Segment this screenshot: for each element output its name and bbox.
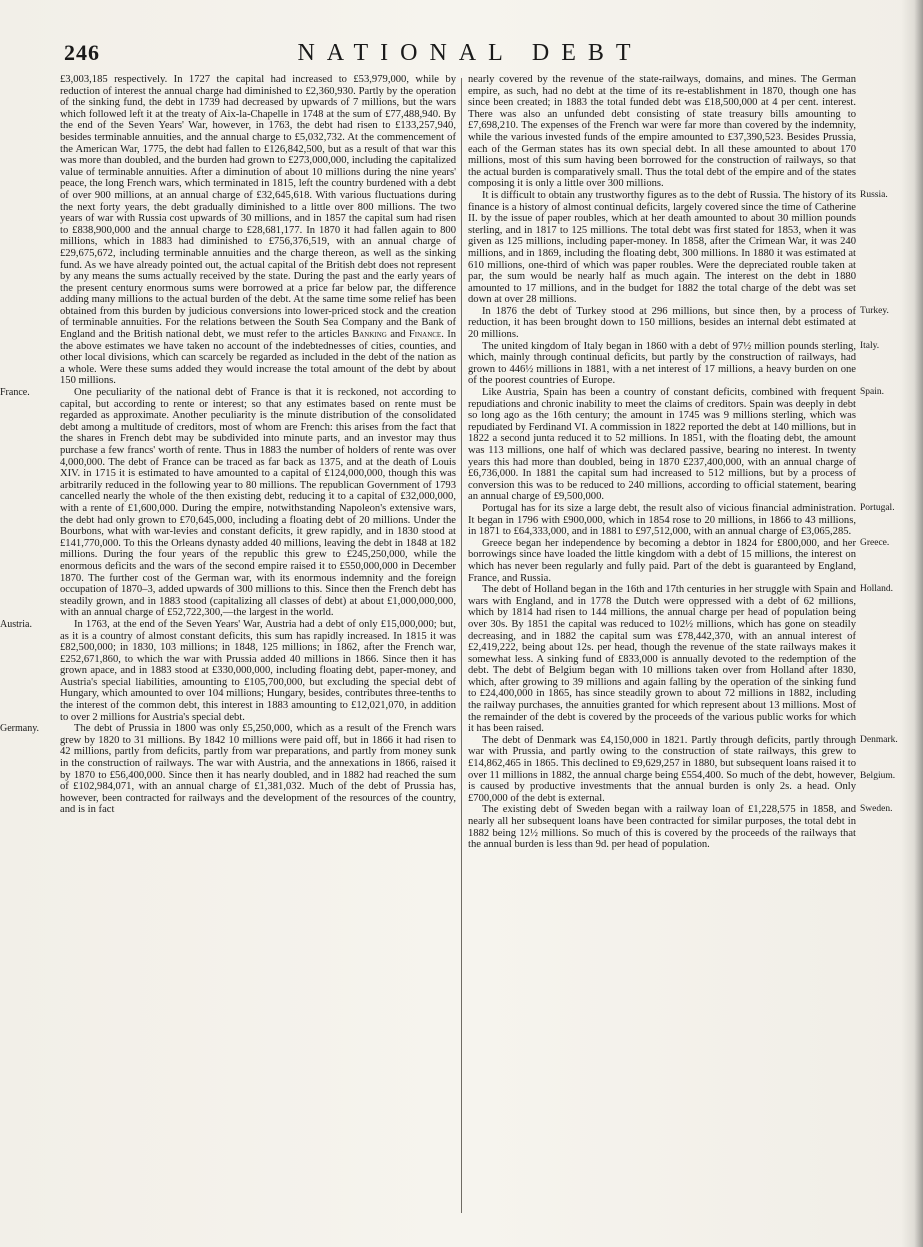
sidenote-belgium: Belgium.: [860, 771, 896, 782]
sidenote-holland: Holland.: [860, 584, 893, 595]
page-header: [60, 40, 880, 70]
paragraph-germany: [0, 723, 456, 816]
sidenote-turkey: Turkey.: [860, 305, 889, 316]
paragraph-text: It is difficult to obtain any trustworthy figures as to the debt of Russia. The history of its finance is a history of almost continual deficits, largely covered since the time of Catherine II. by the issue of paper roubles, which at her death amounted to about 30 million pounds sterling, and in 1817 to 125 millions. The total debt was first stated for 1853, when it was given as 125 millions, including paper-money. In 1858, after the Crimean War, it was 240 millions, and in 1869, including the floating debt, 300 millions. In 1880 it was estimated at 610 millions, one-third of which was paper roubles. Were the depreciated rouble taken at par, the sum would be nearly half as much again. The interest on the debt in 1880 amounted to 17 millions, and in the budget for 1882 the total charge of the debt was set down at over 28 millions.: [468, 189, 856, 306]
sidenote-denmark: Denmark.: [860, 734, 898, 745]
paragraph-text: nearly covered by the revenue of the state-railways, domains, and mines. The German empire, as such, had no debt at the time of its re-establishment in 1870, though one has since been created; in 1883 the total funded debt was £18,500,000 at 4 per cent. interest. There was also an unfunded debt consisting of state treasury bills amounting to £7,698,210. The expenses of the French war were far more than covered by the indemnity, while the various invested funds of the empire amounted to £37,390,523. Besides Prussia, each of the German states has its own special debt. In all these amounted to about 170 millions, most of this sum having been borrowed for the construction of railways, so that the actual burden is comparatively small. Thus the total debt of the empire and of the states composing it is only a little over 300 millions.: [468, 74, 856, 190]
paragraph-text: In 1763, at the end of the Seven Years' War, Austria had a debt of only £15,000,000; but, as it is a country of almost constant deficits, this sum has rapidly increased. In 1815 it was £82,500,000; in 1830, 103 millions; in 1848, 125 millions; in 1862, after the French war, £252,671,860, to which the war with Prussia added 40 millions in 1866. Since then it has grown apace, and in 1883 stood at £330,000,000, including floating debt, paper-money, and Austria's special liabilities, amounting to £105,700,000, but excluding the special debt of Hungary, which amounted to over 104 millions; Hungary, besides, contributes three-tenths to the interest of the common debt, this interest in 1883 amounting to £12,021,070, in addition to over 2 millions for Austria's special debt.: [60, 618, 456, 723]
paragraph-text: The debt of Prussia in 1800 was only £5,250,000, which as a result of the French wars grew by 1820 to 31 millions. By 1842 10 millions were paid off, but in 1866 it had risen to 42 millions, partly from deficits, partly from war preparations, and partly from money sunk in the construction of railways. The war with Austria, and the annexations in 1866, raised it by 1870 to £56,400,000. Since then it has nearly doubled, and in 1882 had reached the sum of £102,984,071, with an annual charge of £1,381,032. Much of the debt of Prussia has, however, been contracted for railways and the development of the resources of the country, and is in fact: [60, 723, 456, 816]
paragraph-text: Like Austria, Spain has been a country of constant deficits, combined with frequent repudiations and chronic inability to meet the claims of creditors. Spain was deeply in debt so long ago as the 16th century; the amount in 1745 was 9 millions sterling, which was repudiated by Ferdinand VI. A commission in 1822 reported the debt at 140 millions, but in 1822 a second junta reduced it to 52 millions. In 1851, with the floating debt, the amount was 113 millions, one half of which was declared passive, bearing no interest. In twenty years this had more than doubled, being in 1870 £237,400,000, with an annual charge of £6,736,000. In 1881 the capital sum had increased to 512 millions, but by a process of conversion this was to be reduced to 240 millions, according to official statement, bearing an annual charge of £9,500,000.: [468, 387, 856, 503]
paragraph-text: One peculiarity of the national debt of France is that it is reckoned, not according to capital, but according to rente or interest; so that any estimates based on rente must be regarded as approximate. Another peculiarity is the minute distribution of the consolidated debt among a multitude of creditors, most of whom are French: this arises from the fact that the shares in French debt may be subdivided into minute parts, and an investor may thus purchase a few francs' worth of rente. Thus in 1883 the number of holders of rente was over 4,000,000. The debt of France can be traced as far back as 1375, and at the death of Louis XIV. in 1715 it is estimated to have amounted to a capital of £124,000,000, though this was arbitrarily reduced in the following year to 80 millions. The republican Government of 1793 cancelled nearly the whole of the then existing debt, reducing it to a capital of £32,000,000, with a rente of £1,600,000. During the empire, notwithstanding Napoleon's extensive wars, the debt had only grown to £70,645,000, including a floating debt of 20 millions. Under the Bourbons, what with war-levies and constant deficits, it grew rapidly, and in 1830 stood at £141,770,000. To this the Orleans dynasty added 40 millions, leaving the debt in 1848 at 182 millions. During the four years of the republic this grew to £245,250,000, while the enormous deficits and the wars of the second empire raised it to £550,000,000 in December 1870. The further cost of the German war, with its enormous indemnity and the foreign occupation of 1870–3, added upwards of 300 millions to this. Since then the French debt has steadily grown, and in 1883 stood (capitalizing all classes of debt) at about £1,000,000,000, with an annual charge of £52,722,300,—the largest in the world.: [60, 387, 456, 619]
paragraph-austria: [0, 618, 456, 723]
page-edge-shadow: [901, 0, 923, 1247]
paragraph-text: In 1876 the debt of Turkey stood at 296 millions, but since then, by a process of reduction, it has been brought down to 150 millions, besides an internal debt estimated at 20 millions.: [468, 305, 856, 341]
right-column: [468, 74, 898, 851]
paragraph-text: Greece began her independence by becoming a debtor in 1824 for £800,000, and her borrowings since have loaded the little kingdom with a debt of 15 millions, the interest on which has never been regularly and fully paid. Part of the debt is guaranteed by England, France, and Russia.: [468, 537, 856, 584]
paragraph-text: . In the above estimates we have taken no account of the indebtednesses of cities, counties, and other local divisions, which can scarcely be regarded as included in the debt of the nation as a whole. Were these sums added they would increase the total amount of the debt by about 150 millions.: [60, 329, 457, 387]
column-divider: [461, 78, 462, 1213]
paragraph-russia: [468, 189, 888, 306]
page-number: 246: [64, 40, 100, 65]
sidenote-spain: Spain.: [860, 387, 885, 398]
paragraph-text: £3,003,185 respectively. In 1727 the capital had increased to £53,979,000, while by reduction of interest the annual charge had diminished to £2,360,930. Partly by the operation of the sinking fund, the debt in 1739 had decreased by upwards of 7 millions, but the wars which followed left it at the treaty of Aix-la-Chapelle in 1748 at the sum of £77,488,940. By the end of the Seven Years' War, however, in 1763, the debt had risen to £133,257,940, besides terminable annuities, and the annual charge to £5,032,732. At the commencement of the American War, 1775, the debt had fallen to £126,842,500, but as a result of that war this was more than doubled, and the burden had grown to £273,000,000, including the capitalized value of terminable annuities. After a diminution of about 10 millions during the nine years' peace, the long French wars, which terminated in 1815, left the country burdened with a debt of over 900 millions, at an annual charge of £32,645,618. With various fluctuations during the next forty years, the debt gradually diminished to a little over 800 millions. The two years of war with Russia cost upwards of 30 millions, and in 1857 the capital sum had risen to £838,900,000 and the annual charge to £28,681,177. In 1870 it had fallen again to 800 millions, which in 1883 had diminished to £756,376,519, with an annual charge of £29,675,672, including terminable annuities and the charge thereon, as well as the sinking fund. As we have already pointed out, the actual capital of the British debt does not represent by any means the sums actually received by the state. During the past and the early years of the present century enormous sums were borrowed at a price far below par, the difference adding many millions to the actual burden of the debt. At the same time some relief has been obtained from this burden by judicious conversions into lower-priced stock and the creation of terminable annuities. For the relations between the South Sea Company and the Bank of England and the British national debt, we must refer to the articles: [60, 74, 456, 341]
sidenote-austria: Austria.: [0, 618, 32, 630]
cross-ref-finance: Finance: [408, 329, 442, 341]
paragraph-germany-cont: [468, 74, 856, 190]
sidenote-portugal: Portugal.: [860, 502, 895, 513]
sidenote-italy: Italy.: [860, 340, 880, 351]
paragraph-text: The united kingdom of Italy began in 1860 with a debt of 97½ million pounds sterling, which, mainly through continual deficits, but partly by the construction of railways, had grown to 446½ millions in 1881, with a net interest of 17 millions, a heavy burden on one of the poorest countries of Europe.: [468, 340, 856, 387]
paragraph-italy: [468, 340, 880, 387]
sidenote-france: France.: [0, 387, 30, 399]
paragraph-text: The debt of Denmark was £4,150,000 in 1821. Partly through deficits, partly through war with Prussia, and partly owing to the construction of state railways, this grew to £14,862,465 in 1865. This declined to £9,629,257 in 1880, but subsequent loans raised it to over 11 millions in 1882, the annual charge being £554,400. So much of the debt, however, is caused by productive investments that the annual burden is only 2s. a head. Only £700,000 of the debt is external.: [468, 734, 856, 804]
paragraph-britain: [60, 74, 456, 387]
paragraph-text: The debt of Holland began in the 16th and 17th centuries in her struggle with Spain and wars with England, and in 1778 the Dutch were oppressed with a debt of 62 millions, which by 1814 had risen to 144 millions, the annual charge per head of population being over 30s. By 1851 the capital was reduced to 102½ millions, which has gone on steadily decreasing, and in 1882 the capital sum was £78,442,370, with an annual interest of £2,419,222, being about 12s. per head, though the revenue of the state railways makes it somewhat less. A sinking fund of £833,000 is annually devoted to the redemption of the debt. The debt of Belgium began with 10 millions taken over from Holland after 1830, which, after growing to 39 millions and again falling by the operation of the sinking fund to £24,400,000 in 1865, has since steadily grown to about 72 millions in 1882, including the railway purchases, the annuities granted for which represent about 13 millions. Most of the remainder of the debt is covered by the proceeds of the various public works for which it has been raised.: [468, 584, 856, 735]
sidenote-greece: Greece.: [860, 537, 890, 548]
paragraph-turkey: [468, 305, 889, 341]
paragraph-greece: [468, 537, 890, 584]
left-column: [0, 74, 457, 816]
sidenote-sweden: Sweden.: [860, 804, 893, 815]
paragraph-text: The existing debt of Sweden began with a railway loan of £1,228,575 in 1858, and nearly all her subsequent loans have been contracted for similar purposes, the total debt in 1882 being 12½ millions. So much of this is covered by the proceeds of the railways that the annual burden is less than 9d. per head of population.: [468, 804, 856, 851]
paragraph-text: Portugal has for its size a large debt, the result also of vicious financial administration. It began in 1796 with £900,000, which in 1854 rose to 20 millions, in 1866 to 43 millions, in 1871 to £64,333,000, and in 1881 to £97,512,000, with an annual charge of £3,065,285.: [468, 502, 856, 538]
running-title: NATIONAL DEBT: [297, 40, 643, 66]
paragraph-france: [0, 387, 456, 619]
sidenote-russia: Russia.: [860, 189, 888, 200]
cross-ref-banking: Banking: [352, 329, 387, 341]
paragraph-sweden: [468, 804, 893, 851]
paragraph-spain: [468, 387, 885, 503]
paragraph-text: and: [386, 329, 409, 341]
paragraph-portugal: [468, 502, 895, 538]
sidenote-germany: Germany.: [0, 723, 40, 735]
